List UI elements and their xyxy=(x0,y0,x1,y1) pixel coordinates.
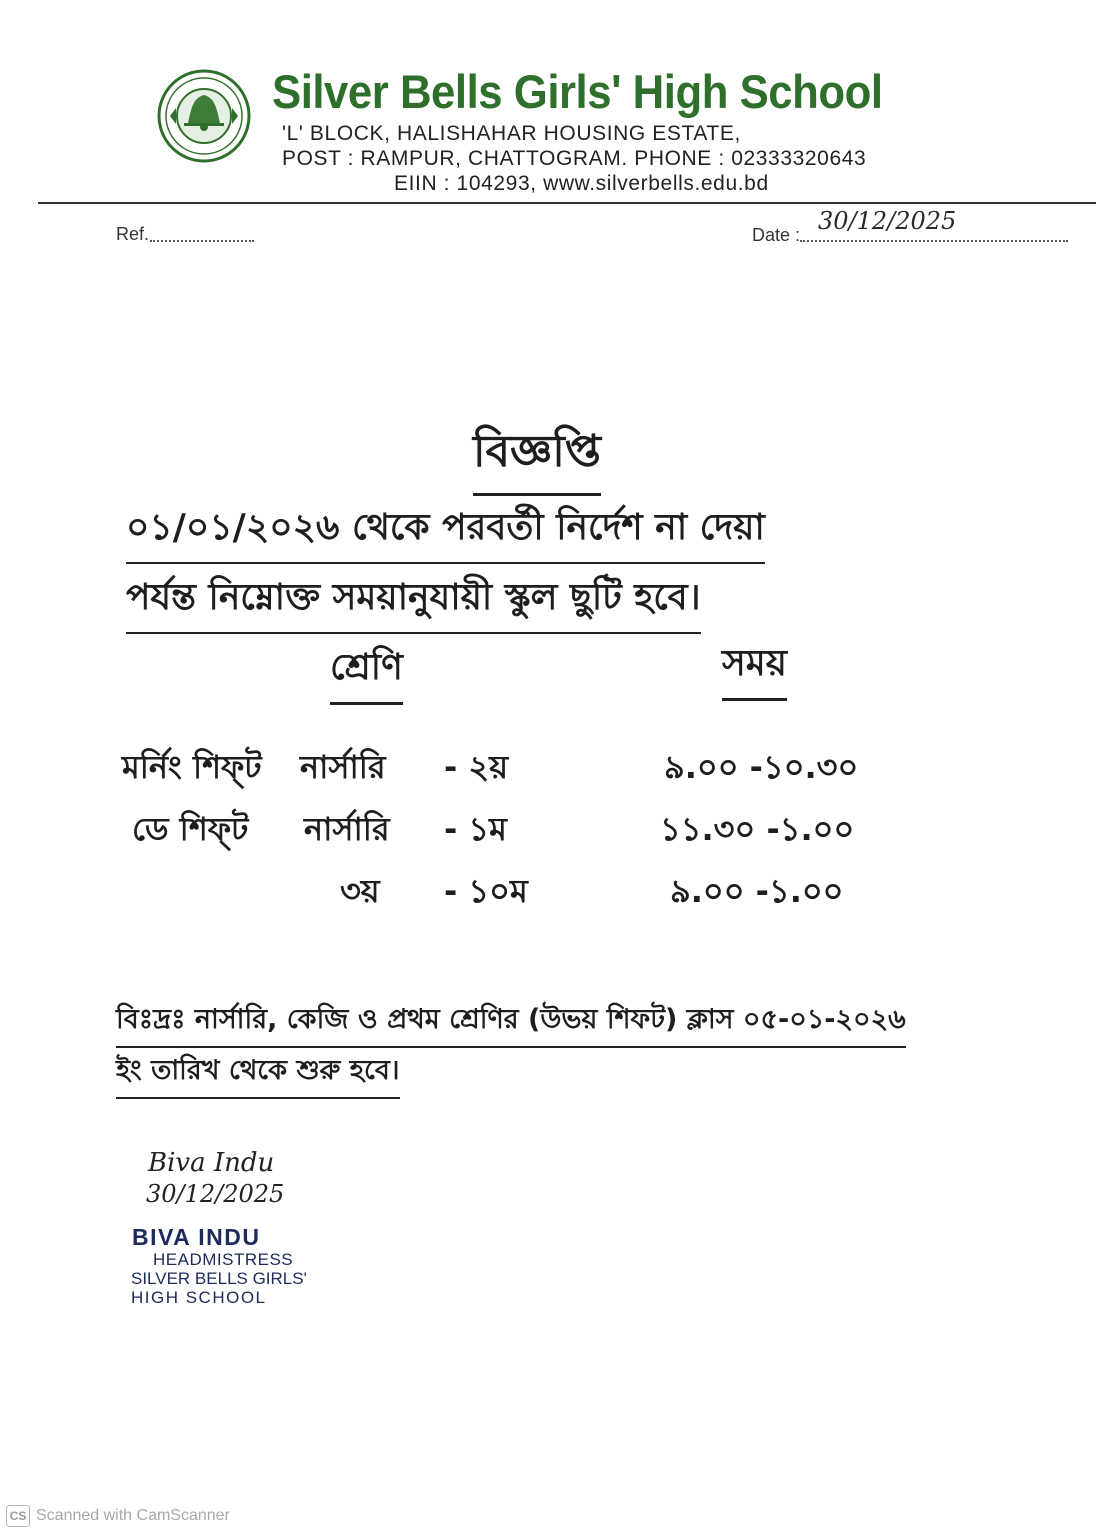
address-line-1: 'L' BLOCK, HALISHAHAR HOUSING ESTATE, xyxy=(282,122,741,145)
date-value: 30/12/2025 xyxy=(818,207,957,235)
signatory-title: HEADMISTRESS xyxy=(153,1250,294,1269)
notice-title: বিজ্ঞপ্তি xyxy=(473,418,601,496)
date-label: Date : xyxy=(752,225,801,245)
ref-blank xyxy=(150,240,254,242)
schedule-row-time: ১১.৩০ -১.০০ xyxy=(660,810,855,848)
schedule-row-shift: ডে শিফ্‌ট xyxy=(132,810,249,848)
schedule-header-class: শ্রেণি xyxy=(330,640,403,705)
schedule-row-class-from: ৩য় xyxy=(340,872,380,910)
notice-paragraph-line-1: ০১/০১/২০২৬ থেকে পরবর্তী নির্দেশ না দেয়া xyxy=(126,500,765,564)
address-line-3: EIIN : 104293, www.silverbells.edu.bd xyxy=(394,172,769,195)
signatory-school-line-2: HIGH SCHOOL xyxy=(131,1288,267,1307)
school-name: Silver Bells Girls' High School xyxy=(272,65,883,118)
schedule-row-class-to: - ২য় xyxy=(444,748,509,786)
schedule-row-shift: মর্নিং শিফ্‌ট xyxy=(122,748,262,786)
schedule-row-class-to: - ১ম xyxy=(444,810,507,848)
notice-paragraph-line-2: পর্যন্ত নিম্নোক্ত সময়ানুযায়ী স্কুল ছুটি হবে। xyxy=(126,570,701,634)
handwritten-signature: Biva Indu xyxy=(148,1148,275,1178)
schedule-row-class-to: - ১০ম xyxy=(444,872,528,910)
letterhead-divider xyxy=(38,202,1096,204)
school-crest-icon xyxy=(156,68,252,164)
signatory-name: BIVA INDU xyxy=(132,1224,261,1250)
ref-label: Ref. xyxy=(116,224,150,244)
address-line-2: POST : RAMPUR, CHATTOGRAM. PHONE : 02333320643 xyxy=(282,147,867,170)
date-blank xyxy=(800,240,1068,242)
signatory-school-line-1: SILVER BELLS GIRLS' xyxy=(131,1269,307,1288)
scanner-watermark: Scanned with CamScanner xyxy=(36,1507,230,1524)
schedule-row-time: ৯.০০ -১.০০ xyxy=(670,872,844,910)
schedule-row-time: ৯.০০ -১০.৩০ xyxy=(664,748,859,786)
schedule-row-class-from: নার্সারি xyxy=(300,748,386,786)
camscanner-logo-icon: CS xyxy=(6,1505,30,1527)
schedule-header-time: সময় xyxy=(722,636,787,701)
footnote-line-1: বিঃদ্রঃ নার্সারি, কেজি ও প্রথম শ্রেণির (উভয় শিফট) ক্লাস ০৫-০১-২০২৬ xyxy=(116,999,906,1048)
footnote-line-2: ইং তারিখ থেকে শুরু হবে। xyxy=(116,1050,400,1099)
schedule-row-class-from: নার্সারি xyxy=(304,810,390,848)
signature-date: 30/12/2025 xyxy=(146,1180,285,1208)
